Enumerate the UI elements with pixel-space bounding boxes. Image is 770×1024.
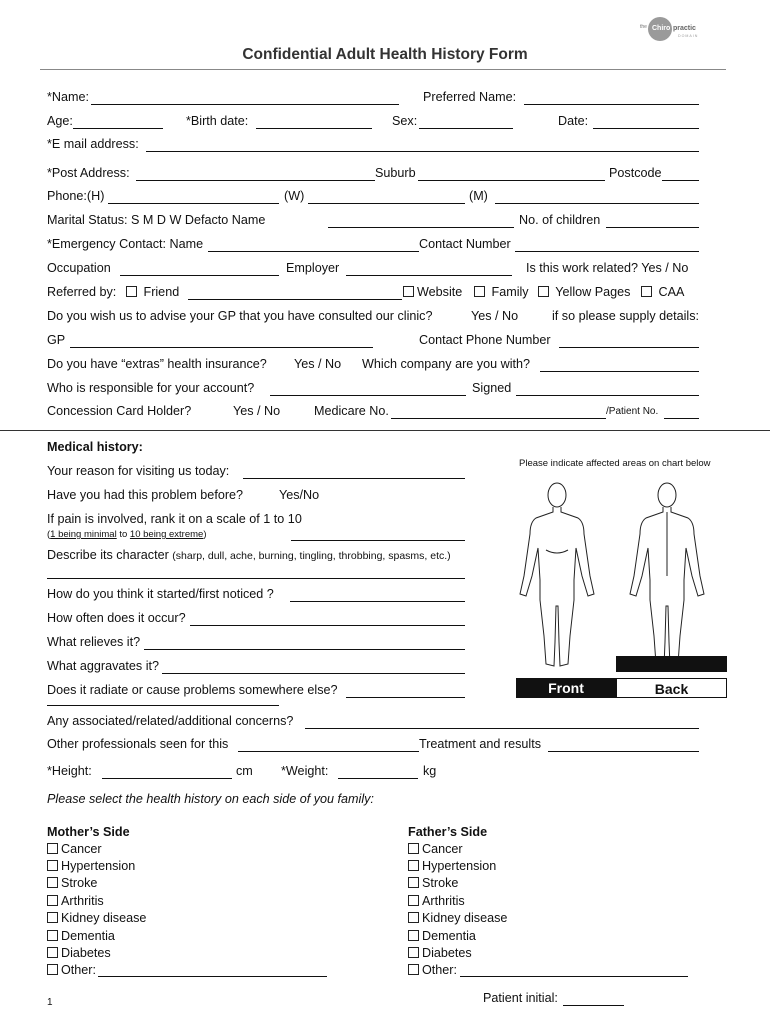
birth-date-field[interactable]	[256, 128, 372, 129]
postcode-field[interactable]	[662, 180, 699, 181]
date-label: Date:	[558, 114, 589, 128]
marital-status-label: Marital Status: S M D W Defacto Name	[47, 213, 266, 227]
phone-home-label: Phone:(H)	[47, 189, 105, 203]
father-other-item[interactable]: Other:	[408, 963, 457, 977]
mother-diabetes-item[interactable]: Diabetes	[47, 946, 111, 960]
checkbox[interactable]	[47, 877, 58, 888]
patient-initial-label: Patient initial:	[483, 991, 558, 1005]
birth-date-label: *Birth date:	[186, 114, 249, 128]
father-stroke-item[interactable]: Stroke	[408, 876, 458, 890]
checkbox[interactable]	[408, 930, 419, 941]
checkbox[interactable]	[408, 947, 419, 958]
mother-stroke-item[interactable]: Stroke	[47, 876, 97, 890]
phone-work-field[interactable]	[308, 203, 465, 204]
partner-name-field[interactable]	[328, 227, 514, 228]
responsible-label: Who is responsible for your account?	[47, 381, 255, 395]
medicare-label: Medicare No.	[314, 404, 389, 418]
radiate-field-extra[interactable]	[47, 705, 279, 706]
post-address-field[interactable]	[136, 180, 375, 181]
checkbox[interactable]	[47, 912, 58, 923]
signed-label: Signed	[472, 381, 512, 395]
email-field[interactable]	[146, 151, 699, 152]
age-label: Age:	[47, 114, 73, 128]
extras-question: Do you have “extras” health insurance?	[47, 357, 267, 371]
friend-option[interactable]: Friend	[126, 285, 179, 299]
father-other-field[interactable]	[460, 976, 688, 977]
phone-home-field[interactable]	[108, 203, 279, 204]
page-number: 1	[47, 997, 53, 1008]
logo-brand-a: Chiro	[652, 25, 671, 32]
checkbox[interactable]	[408, 877, 419, 888]
yellow-pages-option[interactable]: Yellow Pages	[538, 285, 630, 299]
checkbox[interactable]	[408, 895, 419, 906]
reason-label: Your reason for visiting us today:	[47, 464, 230, 478]
work-related-label: Is this work related? Yes / No	[526, 261, 689, 275]
friend-checkbox[interactable]	[126, 286, 137, 297]
children-field[interactable]	[606, 227, 699, 228]
started-field[interactable]	[290, 601, 465, 602]
started-label: How do you think it started/first noticed ?	[47, 587, 274, 601]
checkbox[interactable]	[47, 860, 58, 871]
frequency-label: How often does it occur?	[47, 611, 186, 625]
extras-yes-no[interactable]: Yes / No	[294, 357, 342, 371]
occupation-field[interactable]	[120, 275, 279, 276]
mother-other-item[interactable]: Other:	[47, 963, 96, 977]
checkbox[interactable]	[47, 930, 58, 941]
father-arthritis-item[interactable]: Arthritis	[408, 894, 465, 908]
name-field[interactable]	[91, 104, 399, 105]
phone-mobile-field[interactable]	[495, 203, 699, 204]
sex-field[interactable]	[419, 128, 513, 129]
mother-hypertension-item[interactable]: Hypertension	[47, 859, 135, 873]
checkbox[interactable]	[408, 860, 419, 871]
body-chart[interactable]	[510, 476, 730, 672]
website-option[interactable]: Website	[403, 285, 462, 299]
frequency-field[interactable]	[190, 625, 465, 626]
father-diabetes-item[interactable]: Diabetes	[408, 946, 472, 960]
mother-side-heading: Mother’s Side	[47, 825, 130, 839]
professionals-field[interactable]	[238, 751, 419, 752]
family-checkbox[interactable]	[474, 286, 485, 297]
concession-label: Concession Card Holder?	[47, 404, 192, 418]
checkbox[interactable]	[408, 912, 419, 923]
radiate-field[interactable]	[346, 697, 465, 698]
patient-initial-field[interactable]	[563, 1005, 624, 1006]
family-history-prompt: Please select the health history on each side of you family:	[47, 792, 374, 806]
back-body-figure[interactable]	[630, 483, 704, 666]
checkbox[interactable]	[47, 895, 58, 906]
concerns-field[interactable]	[305, 728, 699, 729]
website-checkbox[interactable]	[403, 286, 414, 297]
character-label: Describe its character (sharp, dull, ache, burning, tingling, throbbing, spasms, etc.)	[47, 548, 451, 562]
patient-no-field[interactable]	[664, 418, 699, 419]
phone-work-label: (W)	[284, 189, 305, 203]
section-divider	[0, 430, 770, 431]
contact-number-field[interactable]	[515, 251, 699, 252]
children-label: No. of children	[519, 213, 601, 227]
sex-label: Sex:	[392, 114, 418, 128]
mother-kidney-item[interactable]: Kidney disease	[47, 911, 146, 925]
treatment-field[interactable]	[548, 751, 699, 752]
concerns-label: Any associated/related/additional concerns?	[47, 714, 294, 728]
medical-history-heading: Medical history:	[47, 440, 143, 454]
signed-field[interactable]	[516, 395, 699, 396]
father-hypertension-item[interactable]: Hypertension	[408, 859, 496, 873]
gp-phone-field[interactable]	[559, 347, 699, 348]
gp-field[interactable]	[70, 347, 373, 348]
emergency-contact-label: *Emergency Contact: Name	[47, 237, 204, 251]
front-body-figure[interactable]	[520, 483, 594, 666]
height-label: *Height:	[47, 764, 92, 778]
gp-phone-label: Contact Phone Number	[419, 333, 551, 347]
aggravates-field[interactable]	[162, 673, 465, 674]
referred-by-label: Referred by:	[47, 285, 117, 299]
email-label: *E mail address:	[47, 137, 139, 151]
preferred-name-field[interactable]	[524, 104, 699, 105]
contact-number-label: Contact Number	[419, 237, 511, 251]
gp-label: GP	[47, 333, 66, 347]
chart-note: Please indicate affected areas on chart below	[519, 458, 711, 469]
father-dementia-item[interactable]: Dementia	[408, 929, 476, 943]
concession-yes-no[interactable]: Yes / No	[233, 404, 281, 418]
father-side-heading: Father’s Side	[408, 825, 488, 839]
reason-field[interactable]	[243, 478, 465, 479]
patient-no-label: /Patient No.	[606, 406, 659, 417]
suburb-label: Suburb	[375, 166, 416, 180]
weight-field[interactable]	[338, 778, 418, 779]
family-option[interactable]: Family	[474, 285, 529, 299]
professionals-label: Other professionals seen for this	[47, 737, 229, 751]
relieves-field[interactable]	[144, 649, 465, 650]
clinic-logo	[638, 15, 708, 43]
caa-checkbox[interactable]	[641, 286, 652, 297]
friend-name-field[interactable]	[188, 299, 402, 300]
back-label: Back	[616, 678, 727, 698]
front-label: Front	[516, 678, 616, 698]
company-field[interactable]	[540, 371, 699, 372]
employer-field[interactable]	[346, 275, 512, 276]
weight-unit: kg	[423, 764, 437, 778]
age-field[interactable]	[73, 128, 163, 129]
company-label: Which company are you with?	[362, 357, 530, 371]
problem-before-label: Have you had this problem before?	[47, 488, 244, 502]
checkbox[interactable]	[408, 964, 419, 975]
responsible-field[interactable]	[270, 395, 466, 396]
name-label: *Name:	[47, 90, 89, 104]
phone-mobile-label: (M)	[469, 189, 488, 203]
father-cancer-item[interactable]: Cancer	[408, 842, 463, 856]
preferred-name-label: Preferred Name:	[423, 90, 517, 104]
father-kidney-item[interactable]: Kidney disease	[408, 911, 507, 925]
date-field[interactable]	[593, 128, 699, 129]
height-field[interactable]	[102, 778, 232, 779]
medicare-field[interactable]	[391, 418, 606, 419]
radiate-label: Does it radiate or cause problems somewhere else?	[47, 683, 338, 697]
form-title: Confidential Adult Health History Form	[242, 46, 528, 63]
problem-before-yes-no[interactable]: Yes/No	[279, 488, 320, 502]
logo-brand-b: practic	[673, 25, 696, 32]
gp-question: Do you wish us to advise your GP that you have consulted our clinic?	[47, 309, 433, 323]
pain-scale-hint: (1 being minimal to 10 being extreme)	[47, 529, 207, 540]
suburb-field[interactable]	[418, 180, 605, 181]
occupation-label: Occupation	[47, 261, 111, 275]
post-address-label: *Post Address:	[47, 166, 130, 180]
relieves-label: What relieves it?	[47, 635, 141, 649]
height-unit: cm	[236, 764, 253, 778]
logo-sub: DOMAIN	[678, 34, 699, 38]
weight-label: *Weight:	[281, 764, 329, 778]
treatment-label: Treatment and results	[419, 737, 542, 751]
title-divider	[40, 69, 726, 70]
aggravates-label: What aggravates it?	[47, 659, 160, 673]
yellow-pages-checkbox[interactable]	[538, 286, 549, 297]
gp-yes-no[interactable]: Yes / No	[471, 309, 519, 323]
checkbox[interactable]	[47, 964, 58, 975]
logo-pre: the	[640, 24, 647, 30]
postcode-label: Postcode	[609, 166, 662, 180]
gp-details-label: if so please supply details:	[552, 309, 700, 323]
pain-rank-field[interactable]	[291, 540, 465, 541]
mother-cancer-item[interactable]: Cancer	[47, 842, 102, 856]
caa-option[interactable]: CAA	[641, 285, 684, 299]
checkbox[interactable]	[408, 843, 419, 854]
checkbox[interactable]	[47, 843, 58, 854]
employer-label: Employer	[286, 261, 340, 275]
emergency-name-field[interactable]	[208, 251, 419, 252]
character-field[interactable]	[47, 578, 465, 579]
mother-dementia-item[interactable]: Dementia	[47, 929, 115, 943]
checkbox[interactable]	[47, 947, 58, 958]
mother-other-field[interactable]	[98, 976, 327, 977]
mother-arthritis-item[interactable]: Arthritis	[47, 894, 104, 908]
back-label-plinth	[616, 656, 727, 672]
pain-scale-label: If pain is involved, rank it on a scale of 1 to 10	[47, 512, 302, 526]
